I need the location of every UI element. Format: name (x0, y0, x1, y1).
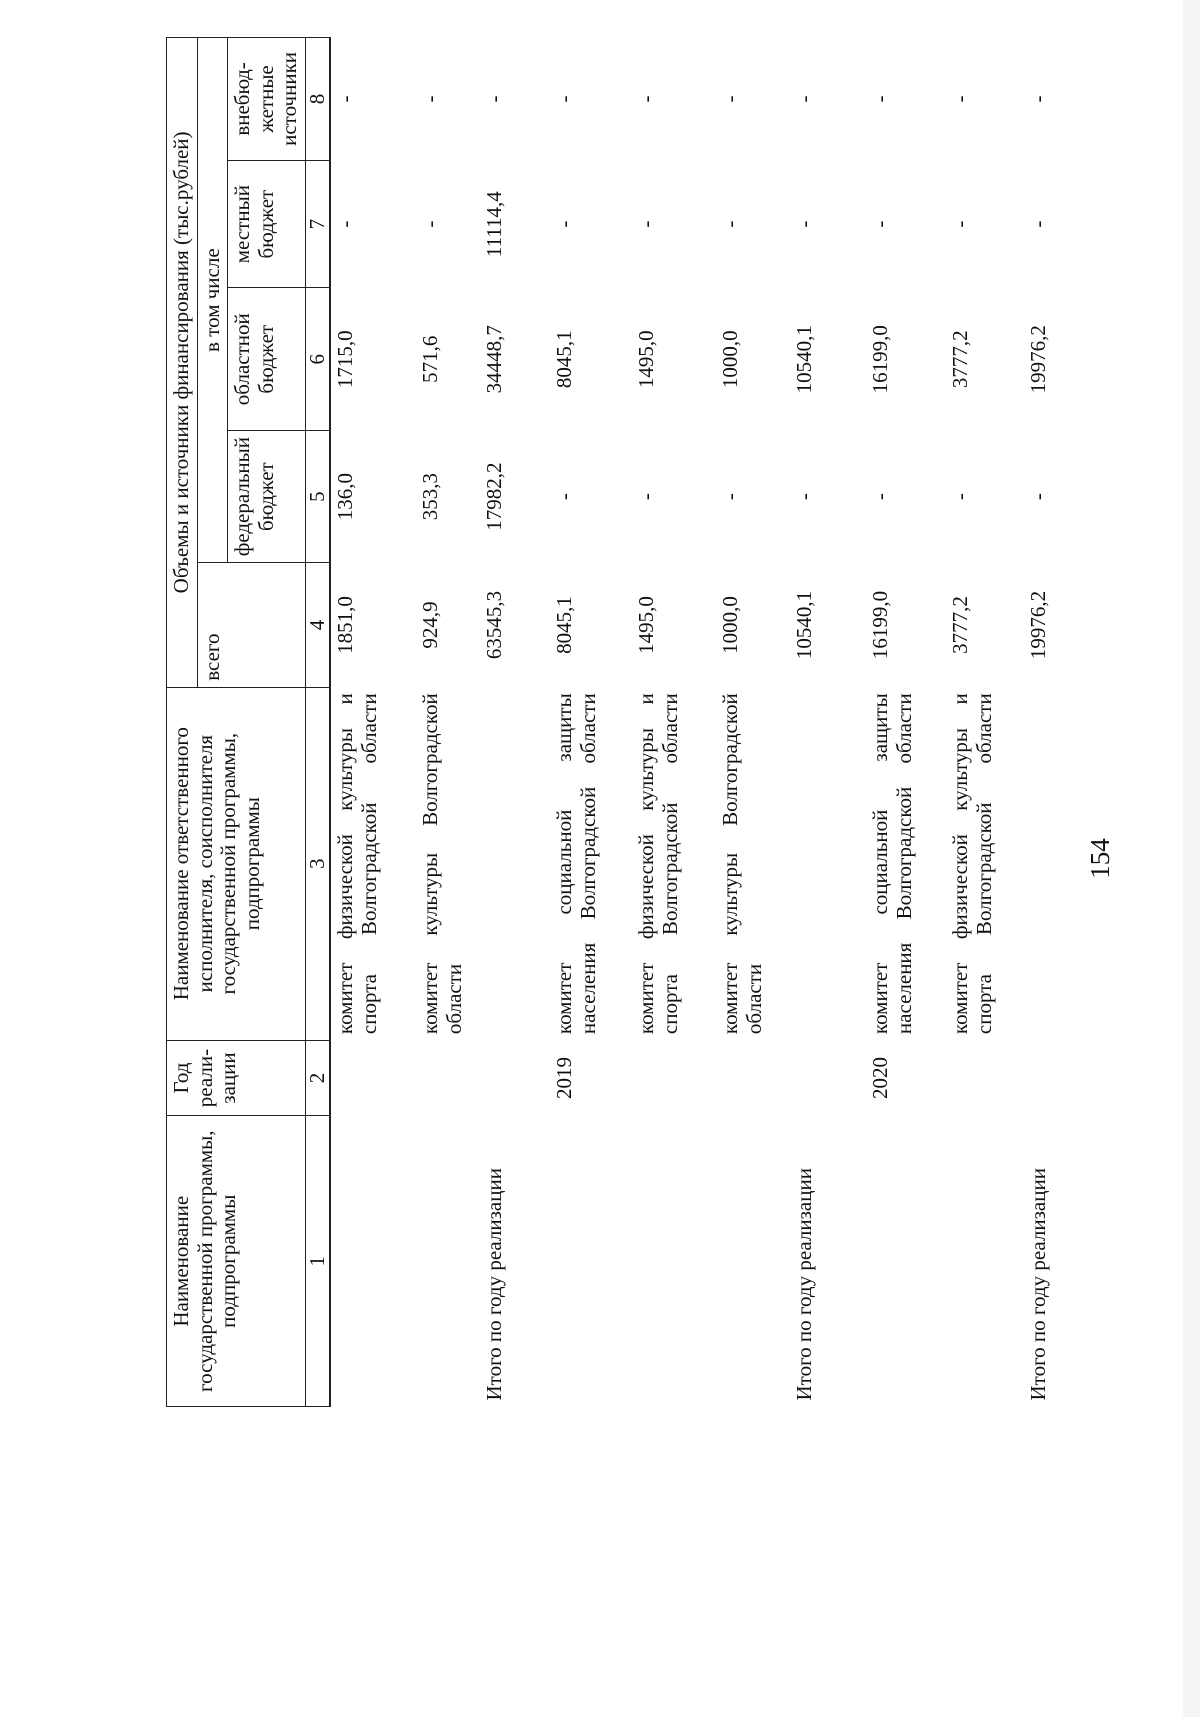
total-cell: 1495,0 (634, 596, 659, 654)
total-cell: 1000,0 (718, 596, 743, 654)
federal-cell: - (792, 493, 817, 501)
regional-cell: 1495,0 (634, 330, 659, 389)
local-cell: - (634, 220, 659, 228)
funding-table (166, 37, 1088, 1407)
executor-cell: комитет физической культуры и спорта Волгоградской области (333, 693, 381, 1035)
executor-cell: комитет физической культуры и спорта Волгоградской области (634, 693, 682, 1035)
total-cell: 1851,0 (333, 596, 358, 654)
local-cell: 11114,4 (482, 191, 507, 258)
year-cell: 2020 (868, 1057, 893, 1100)
executor-cell: комитет социальной защиты населения Волгоградской области (868, 693, 916, 1035)
header-federal: федеральный бюджет (228, 430, 306, 562)
header-executor: Наименование ответственного исполнителя, соисполнителя государственной программы, подпрограммы (167, 687, 306, 1040)
table-row (330, 38, 416, 1407)
program-cell (946, 1116, 1024, 1407)
program-cell (632, 1116, 716, 1407)
regional-cell: 1715,0 (333, 330, 358, 389)
regional-cell: 3777,2 (948, 330, 973, 389)
table-row (790, 38, 866, 1407)
program-cell (416, 1116, 480, 1407)
program-cell (550, 1116, 632, 1407)
column-number: 6 (305, 288, 330, 431)
year-cell (330, 1040, 416, 1116)
executor-cell: комитет культуры Волгоградской области (418, 693, 466, 1035)
table-row (716, 38, 790, 1407)
local-cell: - (1026, 220, 1051, 228)
program-cell (716, 1116, 790, 1407)
federal-cell: - (1026, 493, 1051, 501)
total-cell: 8045,1 (552, 596, 577, 654)
federal-cell: - (948, 493, 973, 501)
regional-cell: 16199,0 (868, 325, 893, 394)
column-number: 5 (305, 430, 330, 562)
header-including: в том числе (197, 38, 228, 563)
table-body (330, 38, 1088, 1407)
local-cell: - (718, 220, 743, 228)
year-cell (716, 1040, 790, 1116)
extra-cell: - (868, 95, 893, 103)
header-year: Год реали-зации (167, 1040, 306, 1116)
extra-cell: - (634, 95, 659, 103)
header-regional: областной бюджет (228, 288, 306, 431)
total-cell: 19976,2 (1026, 590, 1051, 660)
program-cell (330, 1116, 416, 1407)
year-cell (416, 1040, 480, 1116)
federal-cell: - (552, 493, 577, 501)
header-program: Наименование государственной программы, подпрограммы (167, 1116, 306, 1407)
executor-cell: комитет культуры Волгоградской области (718, 693, 766, 1035)
page-number: 154 (1085, 838, 1115, 879)
year-cell (1024, 1040, 1088, 1116)
total-cell: 10540,1 (792, 590, 817, 660)
year-cell: 2019 (552, 1057, 577, 1100)
year-cell (946, 1040, 1024, 1116)
header-extra: внебюд-жетные источники (228, 38, 306, 161)
local-cell: - (333, 220, 358, 228)
year-cell (790, 1040, 866, 1116)
column-number: 3 (305, 687, 330, 1040)
total-cell: 3777,2 (948, 596, 973, 654)
regional-cell: 19976,2 (1026, 325, 1051, 394)
extra-cell: - (948, 95, 973, 103)
federal-cell: - (634, 493, 659, 501)
executor-cell (1024, 687, 1088, 1040)
regional-cell: 10540,1 (792, 325, 817, 394)
year-cell (632, 1040, 716, 1116)
program-cell: Итого по году реализации (792, 1168, 817, 1401)
federal-cell: 136,0 (333, 473, 358, 521)
table-row (1024, 38, 1088, 1407)
total-cell: 924,9 (418, 601, 443, 649)
table-row (480, 38, 550, 1407)
executor-cell: комитет физической культуры и спорта Волгоградской области (948, 693, 996, 1035)
executor-cell: комитет социальной защиты населения Волгоградской области (552, 693, 600, 1035)
table-row (632, 38, 716, 1407)
program-cell (866, 1116, 946, 1407)
column-number: 1 (305, 1116, 330, 1407)
local-cell: - (868, 220, 893, 228)
federal-cell: - (718, 493, 743, 501)
table-row (946, 38, 1024, 1407)
header-local: местный бюджет (228, 160, 306, 288)
table-row (550, 38, 632, 1407)
federal-cell: 17982,2 (482, 462, 507, 531)
year-cell (480, 1040, 550, 1116)
column-number: 4 (305, 563, 330, 687)
extra-cell: - (333, 95, 358, 103)
regional-cell: 571,6 (418, 335, 443, 383)
federal-cell: - (868, 493, 893, 501)
local-cell: - (418, 220, 443, 228)
column-number: 2 (305, 1040, 330, 1116)
table-header (167, 38, 331, 1407)
table-row (416, 38, 480, 1407)
total-cell: 63545,3 (482, 590, 507, 660)
scan-edge-shadow (1183, 0, 1200, 1717)
local-cell: - (552, 220, 577, 228)
extra-cell: - (482, 95, 507, 103)
executor-cell (790, 687, 866, 1040)
column-number: 8 (305, 38, 330, 161)
regional-cell: 34448,7 (482, 325, 507, 394)
extra-cell: - (1026, 95, 1051, 103)
regional-cell: 8045,1 (552, 330, 577, 389)
extra-cell: - (418, 95, 443, 103)
column-number: 7 (305, 160, 330, 288)
federal-cell: 353,3 (418, 473, 443, 521)
header-funding-group: Объемы и источники финансирования (тыс.рублей) (167, 38, 198, 688)
local-cell: - (792, 220, 817, 228)
regional-cell: 1000,0 (718, 330, 743, 389)
header-total: всего (197, 563, 305, 687)
local-cell: - (948, 220, 973, 228)
table-row (866, 38, 946, 1407)
total-cell: 16199,0 (868, 590, 893, 660)
program-cell: Итого по году реализации (1026, 1168, 1051, 1401)
program-cell: Итого по году реализации (482, 1168, 507, 1401)
column-numbers-row (305, 38, 330, 1407)
extra-cell: - (552, 95, 577, 103)
executor-cell (480, 687, 550, 1040)
extra-cell: - (718, 95, 743, 103)
extra-cell: - (792, 95, 817, 103)
